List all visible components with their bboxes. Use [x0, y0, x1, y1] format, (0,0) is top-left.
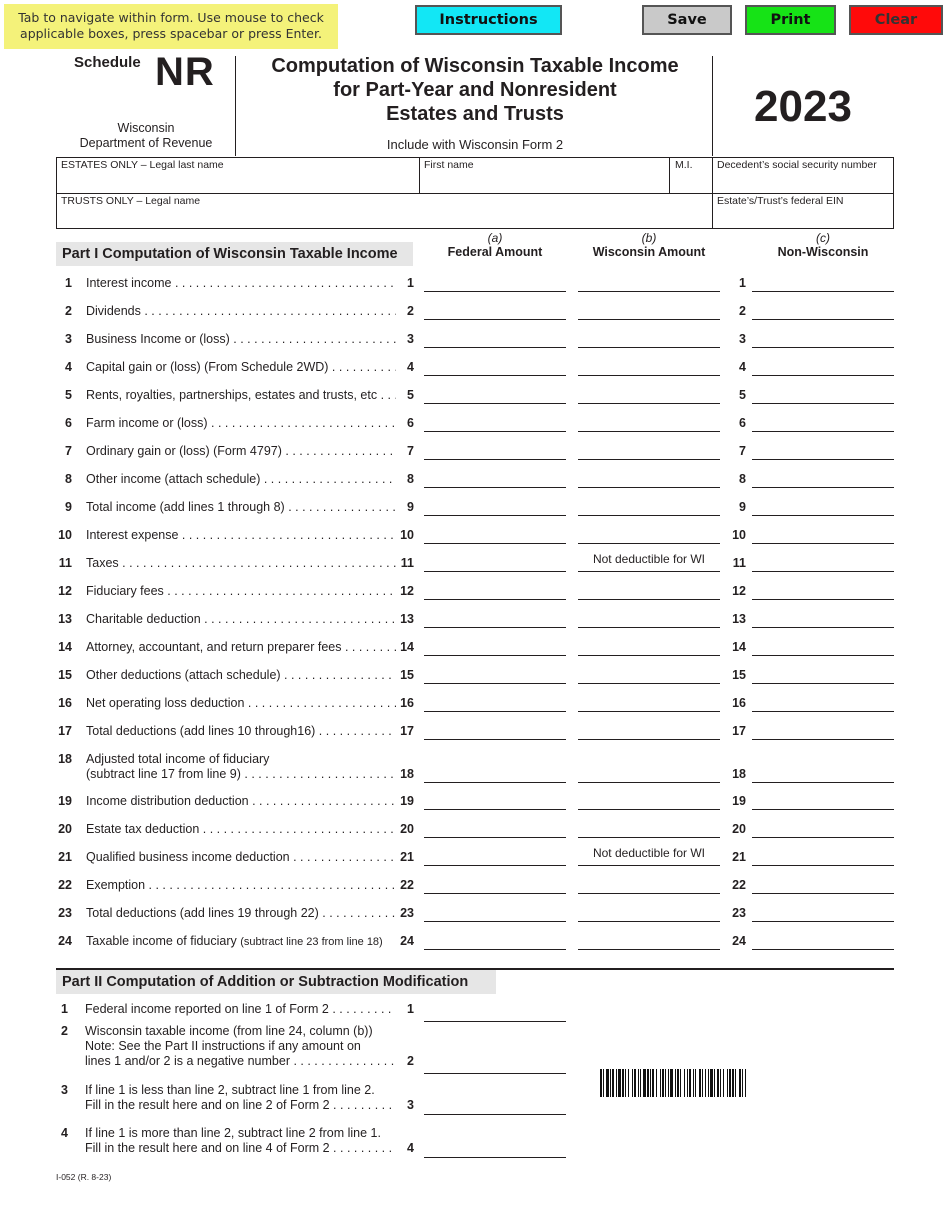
- line-description: Net operating loss deduction . . .: [86, 696, 396, 710]
- line-number: 24: [58, 934, 72, 948]
- column-c-header: [752, 231, 894, 259]
- line-19-non-wisconsin-amount[interactable]: [752, 790, 894, 810]
- line-number: 19: [58, 794, 72, 808]
- part2-heading: Part II Computation of Addition or Subtraction Modification: [56, 970, 496, 994]
- title-line3: Estates and Trusts: [386, 103, 564, 125]
- line-12-row: [0, 584, 950, 604]
- line-number: 6: [739, 416, 746, 430]
- line-number: 1: [407, 1002, 414, 1016]
- part1-heading: Part I Computation of Wisconsin Taxable Income: [56, 242, 413, 266]
- trusts-legal-name-field[interactable]: [57, 194, 712, 228]
- first-name-field[interactable]: [420, 158, 669, 193]
- line-13-non-wisconsin-amount[interactable]: [752, 608, 894, 628]
- line-19-row: [0, 794, 950, 814]
- line-1-wisconsin-amount[interactable]: [578, 272, 720, 292]
- line-number: 3: [65, 332, 72, 346]
- line-3-non-wisconsin-amount[interactable]: [752, 328, 894, 348]
- estates-last-name-field[interactable]: [57, 158, 419, 193]
- line-number: 17: [732, 724, 746, 738]
- title-line2: for Part-Year and Nonresident: [333, 79, 617, 101]
- line-number: 19: [400, 794, 414, 808]
- line-20-non-wisconsin-amount[interactable]: [752, 818, 894, 838]
- line-22-non-wisconsin-amount[interactable]: [752, 874, 894, 894]
- line-16-wisconsin-amount[interactable]: [578, 692, 720, 712]
- title-line1: Computation of Wisconsin Taxable Income: [271, 55, 679, 77]
- schedule-code: NR: [155, 50, 215, 94]
- line-number: 24: [732, 934, 746, 948]
- line-15-federal-amount[interactable]: [424, 664, 566, 684]
- line-10-federal-amount[interactable]: [424, 524, 566, 544]
- line-description: (subtract line 17 from line 9) . . .: [86, 767, 396, 781]
- line-4-row: [0, 360, 950, 380]
- dept-line1: Wisconsin: [117, 121, 175, 135]
- line-description: Ordinary gain or (loss) (Form 4797) . . .: [86, 444, 396, 458]
- line-description: Exemption . . .: [86, 878, 396, 892]
- line-18-row: [0, 752, 950, 792]
- line-7-wisconsin-amount[interactable]: [578, 440, 720, 460]
- field-label: First name: [424, 159, 474, 171]
- line-number: 10: [732, 528, 746, 542]
- line-number: 4: [61, 1126, 68, 1140]
- line-1-row: [0, 276, 950, 296]
- header-divider-left: [235, 56, 236, 156]
- line-17-wisconsin-amount[interactable]: [578, 720, 720, 740]
- line-description: Attorney, accountant, and return preparer fees . . .: [86, 640, 396, 654]
- line-23-row: [0, 906, 950, 926]
- print-button[interactable]: Print: [745, 5, 836, 35]
- form-revision: I-052 (R. 8-23): [56, 1172, 112, 1182]
- field-label: ESTATES ONLY – Legal last name: [61, 159, 224, 171]
- line-number: 21: [400, 850, 414, 864]
- line-11-row: [0, 552, 950, 576]
- line-number: 6: [407, 416, 414, 430]
- line-description: Rents, royalties, partnerships, estates and trusts, etc . . .: [86, 388, 396, 402]
- line-number: 8: [407, 472, 414, 486]
- line-7-federal-amount[interactable]: [424, 440, 566, 460]
- line-number: 4: [407, 1141, 414, 1155]
- line-6-federal-amount[interactable]: [424, 412, 566, 432]
- line-description: If line 1 is less than line 2, subtract line 1 from line 2.: [85, 1083, 375, 1097]
- part2-line-4-amount[interactable]: [424, 1138, 566, 1158]
- line-18-non-wisconsin-amount[interactable]: [752, 763, 894, 783]
- line-15-non-wisconsin-amount[interactable]: [752, 664, 894, 684]
- line-20-wisconsin-amount[interactable]: [578, 818, 720, 838]
- line-9-row: [0, 500, 950, 520]
- line-6-non-wisconsin-amount[interactable]: [752, 412, 894, 432]
- line-18-wisconsin-amount[interactable]: [578, 763, 720, 783]
- part2-line-1-amount[interactable]: [424, 1002, 566, 1022]
- line-15-wisconsin-amount[interactable]: [578, 664, 720, 684]
- line-10-row: [0, 528, 950, 548]
- line-description: Business Income or (loss) . . .: [86, 332, 396, 346]
- line-number: 3: [739, 332, 746, 346]
- line-24-non-wisconsin-amount[interactable]: [752, 930, 894, 950]
- line-12-wisconsin-amount[interactable]: [578, 580, 720, 600]
- line-number: 2: [65, 304, 72, 318]
- line-number: 18: [732, 767, 746, 781]
- line-3-federal-amount[interactable]: [424, 328, 566, 348]
- field-label: Decedent’s social security number: [717, 159, 877, 171]
- line-number: 23: [400, 906, 414, 920]
- line-description: [86, 934, 396, 948]
- line-number: 1: [61, 1002, 68, 1016]
- line-number: 23: [732, 906, 746, 920]
- line-description: Fill in the result here and on line 4 of Form 2 . . .: [85, 1141, 395, 1155]
- line-number: 20: [732, 822, 746, 836]
- line-description: Note: See the Part II instructions if any amount on: [85, 1039, 361, 1053]
- tax-year: 2023: [754, 82, 852, 131]
- line-description: Interest income . . .: [86, 276, 396, 290]
- line-description: Total income (add lines 1 through 8) . . .: [86, 500, 396, 514]
- line-number: 9: [407, 500, 414, 514]
- line-number: 20: [58, 822, 72, 836]
- line-9-federal-amount[interactable]: [424, 496, 566, 516]
- line-description-note: (subtract line 23 from line 18): [240, 936, 383, 948]
- line-19-wisconsin-amount[interactable]: [578, 790, 720, 810]
- line-4-non-wisconsin-amount[interactable]: [752, 356, 894, 376]
- line-14-non-wisconsin-amount[interactable]: [752, 636, 894, 656]
- line-number: 12: [400, 584, 414, 598]
- line-description: Fill in the result here and on line 2 of Form 2 . . .: [85, 1098, 395, 1112]
- line-description: Income distribution deduction . . .: [86, 794, 396, 808]
- line-number: 4: [739, 360, 746, 374]
- column-b-header: [578, 231, 720, 259]
- line-16-non-wisconsin-amount[interactable]: [752, 692, 894, 712]
- line-number: 10: [58, 528, 72, 542]
- line-18-federal-amount[interactable]: [424, 763, 566, 783]
- part2-line-1-row: [0, 1002, 950, 1022]
- line-15-row: [0, 668, 950, 688]
- line-number: 8: [739, 472, 746, 486]
- line-number: 13: [732, 612, 746, 626]
- column-a-header: [424, 231, 566, 259]
- line-number: 21: [732, 850, 746, 864]
- line-number: 14: [400, 640, 414, 654]
- line-number: 16: [732, 696, 746, 710]
- line-number: 3: [407, 1098, 414, 1112]
- line-10-non-wisconsin-amount[interactable]: [752, 524, 894, 544]
- line-description: Capital gain or (loss) (From Schedule 2WD) . . .: [86, 360, 396, 374]
- line-14-wisconsin-amount[interactable]: [578, 636, 720, 656]
- line-number: 2: [407, 304, 414, 318]
- line-number: 16: [58, 696, 72, 710]
- column-letter: (b): [641, 231, 657, 245]
- line-21-row: [0, 846, 950, 870]
- line-description: lines 1 and/or 2 is a negative number . . .: [85, 1054, 395, 1068]
- line-2-row: [0, 304, 950, 324]
- line-description: If line 1 is more than line 2, subtract line 2 from line 1.: [85, 1126, 381, 1140]
- field-label: Estate’s/Trust’s federal EIN: [717, 195, 844, 207]
- line-5-wisconsin-amount[interactable]: [578, 384, 720, 404]
- line-11-non-wisconsin-amount[interactable]: [752, 552, 894, 572]
- line-19-federal-amount[interactable]: [424, 790, 566, 810]
- line-number: 22: [732, 878, 746, 892]
- line-number: 5: [65, 388, 72, 402]
- line-22-federal-amount[interactable]: [424, 874, 566, 894]
- line-description: Fiduciary fees . . .: [86, 584, 396, 598]
- line-description: Total deductions (add lines 19 through 22) . . .: [86, 906, 396, 920]
- line-2-non-wisconsin-amount[interactable]: [752, 300, 894, 320]
- column-letter: (a): [487, 231, 503, 245]
- line-11-federal-amount[interactable]: [424, 552, 566, 572]
- line-9-non-wisconsin-amount[interactable]: [752, 496, 894, 516]
- middle-initial-field[interactable]: [670, 158, 712, 193]
- line-number: 3: [61, 1083, 68, 1097]
- line-number: 15: [732, 668, 746, 682]
- line-description: Interest expense . . .: [86, 528, 396, 542]
- line-number: 24: [400, 934, 414, 948]
- line-number: 16: [400, 696, 414, 710]
- line-3-row: [0, 332, 950, 352]
- field-label: M.I.: [675, 159, 693, 171]
- line-11-wisconsin-amount: Not deductible for WI: [578, 552, 720, 572]
- line-21-federal-amount[interactable]: [424, 846, 566, 866]
- line-description: Charitable deduction . . .: [86, 612, 396, 626]
- line-number: 9: [739, 500, 746, 514]
- line-description: Taxes . . .: [86, 556, 396, 570]
- line-2-federal-amount[interactable]: [424, 300, 566, 320]
- line-number: 23: [58, 906, 72, 920]
- line-number: 18: [400, 767, 414, 781]
- line-1-federal-amount[interactable]: [424, 272, 566, 292]
- form-subtitle: Include with Wisconsin Form 2: [386, 137, 564, 152]
- line-4-wisconsin-amount[interactable]: [578, 356, 720, 376]
- line-4-federal-amount[interactable]: [424, 356, 566, 376]
- line-20-row: [0, 822, 950, 842]
- line-24-wisconsin-amount[interactable]: [578, 930, 720, 950]
- line-23-federal-amount[interactable]: [424, 902, 566, 922]
- line-description: Total deductions (add lines 10 through16) . . .: [86, 724, 396, 738]
- line-description: Other income (attach schedule) . . .: [86, 472, 396, 486]
- line-7-row: [0, 444, 950, 464]
- part2-line-3-amount[interactable]: [424, 1095, 566, 1115]
- line-number: 2: [61, 1024, 68, 1038]
- instructions-button[interactable]: Instructions: [415, 5, 562, 35]
- line-number: 3: [407, 332, 414, 346]
- line-22-row: [0, 878, 950, 898]
- department-name: [58, 121, 234, 151]
- line-number: 6: [65, 416, 72, 430]
- line-21-wisconsin-amount: Not deductible for WI: [578, 846, 720, 866]
- line-number: 1: [407, 276, 414, 290]
- line-5-non-wisconsin-amount[interactable]: [752, 384, 894, 404]
- line-14-federal-amount[interactable]: [424, 636, 566, 656]
- line-number: 17: [400, 724, 414, 738]
- line-number: 17: [58, 724, 72, 738]
- line-number: 5: [739, 388, 746, 402]
- line-number: 7: [739, 444, 746, 458]
- line-description-main: Taxable income of fiduciary: [86, 934, 237, 948]
- line-number: 20: [400, 822, 414, 836]
- line-number: 13: [400, 612, 414, 626]
- column-letter: (c): [816, 231, 830, 245]
- dept-line2: Department of Revenue: [79, 136, 213, 150]
- line-number: 15: [58, 668, 72, 682]
- line-number: 4: [407, 360, 414, 374]
- line-14-row: [0, 640, 950, 660]
- part2-line-4-row: [0, 1126, 950, 1162]
- line-number: 21: [58, 850, 72, 864]
- line-23-non-wisconsin-amount[interactable]: [752, 902, 894, 922]
- line-12-federal-amount[interactable]: [424, 580, 566, 600]
- line-description: Estate tax deduction . . .: [86, 822, 396, 836]
- line-22-wisconsin-amount[interactable]: [578, 874, 720, 894]
- part2-line-2-amount[interactable]: [424, 1054, 566, 1074]
- line-number: 8: [65, 472, 72, 486]
- line-number: 4: [65, 360, 72, 374]
- line-number: 14: [58, 640, 72, 654]
- line-21-non-wisconsin-amount[interactable]: [752, 846, 894, 866]
- line-number: 13: [58, 612, 72, 626]
- line-8-wisconsin-amount[interactable]: [578, 468, 720, 488]
- line-number: 12: [732, 584, 746, 598]
- line-number: 2: [739, 304, 746, 318]
- decedent-ssn-field[interactable]: [713, 158, 893, 193]
- line-number: 14: [732, 640, 746, 654]
- line-number: 11: [732, 556, 746, 570]
- line-24-row: [0, 934, 950, 954]
- line-number: 19: [732, 794, 746, 808]
- line-13-wisconsin-amount[interactable]: [578, 608, 720, 628]
- save-button[interactable]: Save: [642, 5, 732, 35]
- line-description: Federal income reported on line 1 of Form 2 . . .: [85, 1002, 395, 1016]
- line-number: 1: [739, 276, 746, 290]
- line-6-row: [0, 416, 950, 436]
- line-8-federal-amount[interactable]: [424, 468, 566, 488]
- line-description: Qualified business income deduction . . .: [86, 850, 396, 864]
- line-5-row: [0, 388, 950, 408]
- line-number: 9: [65, 500, 72, 514]
- part2-line-2-row: [0, 1024, 950, 1074]
- column-label: Federal Amount: [447, 245, 543, 259]
- column-label: Non-Wisconsin: [777, 245, 869, 259]
- line-number: 22: [400, 878, 414, 892]
- line-7-non-wisconsin-amount[interactable]: [752, 440, 894, 460]
- line-17-non-wisconsin-amount[interactable]: [752, 720, 894, 740]
- federal-ein-field[interactable]: [713, 194, 893, 228]
- line-description: Dividends . . .: [86, 304, 396, 318]
- field-label: TRUSTS ONLY – Legal name: [61, 195, 201, 207]
- line-description: Wisconsin taxable income (from line 24, column (b)): [85, 1024, 373, 1038]
- line-number: 2: [407, 1054, 414, 1068]
- line-number: 10: [400, 528, 414, 542]
- barcode-bar: [746, 1069, 747, 1097]
- line-8-non-wisconsin-amount[interactable]: [752, 468, 894, 488]
- line-13-federal-amount[interactable]: [424, 608, 566, 628]
- line-24-federal-amount[interactable]: [424, 930, 566, 950]
- line-12-non-wisconsin-amount[interactable]: [752, 580, 894, 600]
- line-number: 15: [400, 668, 414, 682]
- line-number: 5: [407, 388, 414, 402]
- line-17-row: [0, 724, 950, 744]
- line-1-non-wisconsin-amount[interactable]: [752, 272, 894, 292]
- line-3-wisconsin-amount[interactable]: [578, 328, 720, 348]
- line-description: Adjusted total income of fiduciary: [86, 752, 270, 766]
- line-description: Farm income or (loss) . . .: [86, 416, 396, 430]
- line-number: 22: [58, 878, 72, 892]
- navigation-tip: Tab to navigate within form. Use mouse to check applicable boxes, press spacebar or press Enter.: [4, 4, 338, 49]
- line-number: 18: [58, 752, 72, 766]
- line-20-federal-amount[interactable]: [424, 818, 566, 838]
- line-23-wisconsin-amount[interactable]: [578, 902, 720, 922]
- line-16-federal-amount[interactable]: [424, 692, 566, 712]
- line-number: 1: [65, 276, 72, 290]
- clear-button[interactable]: Clear: [849, 5, 943, 35]
- line-10-wisconsin-amount[interactable]: [578, 524, 720, 544]
- line-13-row: [0, 612, 950, 632]
- line-number: 12: [58, 584, 72, 598]
- column-label: Wisconsin Amount: [592, 245, 706, 259]
- line-6-wisconsin-amount[interactable]: [578, 412, 720, 432]
- line-number: 7: [65, 444, 72, 458]
- line-17-federal-amount[interactable]: [424, 720, 566, 740]
- line-16-row: [0, 696, 950, 716]
- line-8-row: [0, 472, 950, 492]
- schedule-word: Schedule: [74, 54, 141, 71]
- form-barcode: [600, 1069, 893, 1097]
- line-number: 7: [407, 444, 414, 458]
- line-5-federal-amount[interactable]: [424, 384, 566, 404]
- line-9-wisconsin-amount[interactable]: [578, 496, 720, 516]
- line-2-wisconsin-amount[interactable]: [578, 300, 720, 320]
- line-description: Other deductions (attach schedule) . . .: [86, 668, 396, 682]
- form-title: [240, 54, 710, 126]
- line-number: 11: [58, 556, 72, 570]
- line-number: 11: [400, 556, 414, 570]
